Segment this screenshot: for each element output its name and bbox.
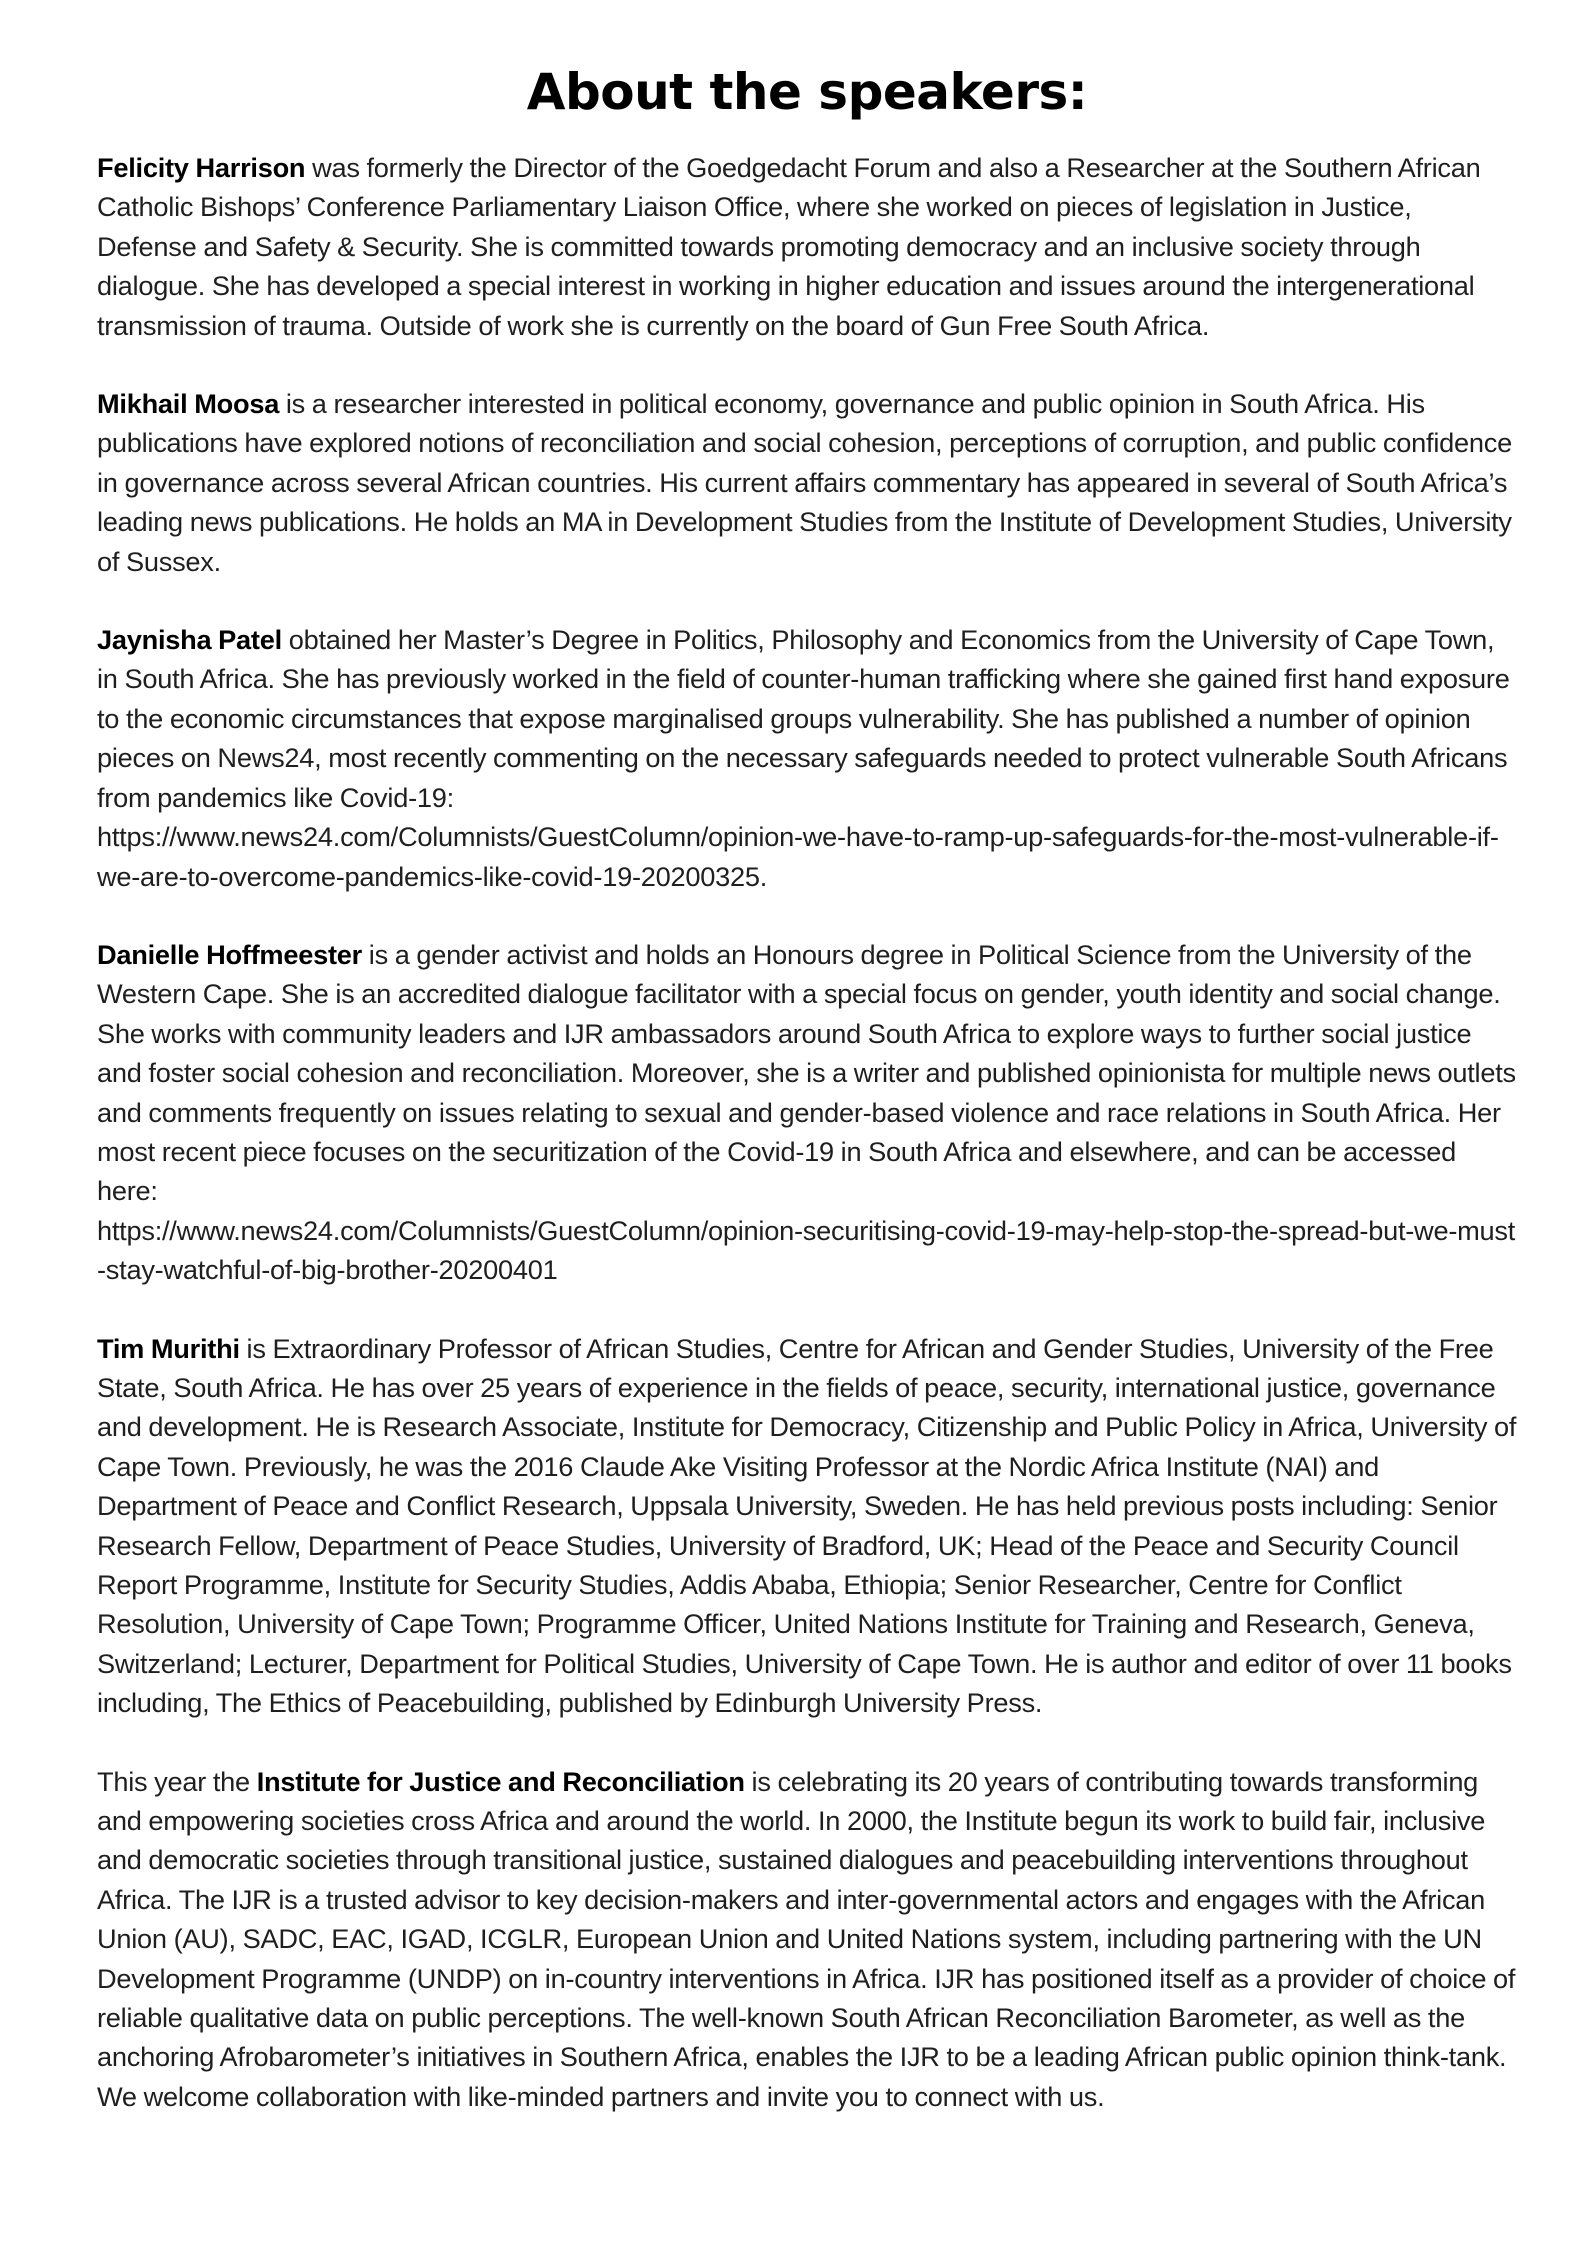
speaker-name: Tim Murithi — [97, 1332, 240, 1364]
speaker-bio-text: obtained her Master’s Degree in Politics, Philosophy and Economics from the University of Cape Town, in South Africa. She has previously worked in the field of counter-human trafficking where she gained first hand exposure to the economic circumstances that expose marginalised groups vulnerability. She has published a number of opinion pieces on News24, most recently commenting on the necessary safeguards needed to protect vulnerable South Africans from pandemics like Covid-19: — [97, 624, 1510, 813]
speaker-name: Felicity Harrison — [97, 152, 306, 183]
speaker-bio-danielle-hoffmeester — [97, 935, 1517, 1290]
speaker-bio-jaynisha-patel — [97, 620, 1517, 896]
speaker-name: Mikhail Moosa — [97, 388, 280, 420]
article-link[interactable]: https://www.news24.com/Columnists/GuestColumn/opinion-we-have-to-ramp-up-safeguards-for-the-most-vulnerable-if-we-are-to-overcome-pandemics-like-covid-19-20200325. — [97, 821, 1499, 892]
article-link[interactable]: https://www.news24.com/Columnists/GuestColumn/opinion-securitising-covid-19-may-help-stop-the-spread-but-we-must-stay-watchful-of-big-brother-20200401 — [97, 1214, 1516, 1286]
speaker-bio-felicity-harrison — [97, 148, 1517, 345]
speaker-bio-text: was formerly the Director of the Goedgedacht Forum and also a Researcher at the Southern African Catholic Bishops’ Conference Parliamentary Liaison Office, where she worked on pieces of legislation in Justice, Defense and Safety & Security. She is committed towards promoting democracy and an inclusive society through dialogue. She has developed a special interest in working in higher education and issues around the intergenerational transmission of trauma. Outside of work she is currently on the board of Gun Free South Africa. — [97, 152, 1481, 341]
speaker-bio-tim-murithi — [97, 1329, 1517, 1723]
speaker-bio-text: is Extraordinary Professor of African Studies, Centre for African and Gender Studies, University of the Free State, South Africa. He has over 25 years of experience in the fields of peace, security, international justice, governance and development. He is Research Associate, Institute for Democracy, Citizenship and Public Policy in Africa, University of Cape Town. Previously, he was the 2016 Claude Ake Visiting Professor at the Nordic Africa Institute (NAI) and Department of Peace and Conflict Research, Uppsala University, Sweden. He has held previous posts including: Senior Research Fellow, Department of Peace Studies, University of Bradford, UK; Head of the Peace and Security Council Report Programme, Institute for Security Studies, Addis Ababa, Ethiopia; Senior Researcher, Centre for Conflict Resolution, University of Cape Town; Programme Officer, United Nations Institute for Training and Research, Geneva, Switzerland; Lecturer, Department for Political Studies, University of Cape Town. He is author and editor of over 11 books including, The Ethics of Peacebuilding, published by Edinburgh University Press. — [97, 1332, 1517, 1719]
speaker-name: Jaynisha Patel — [97, 624, 282, 656]
closing-lead: This year the — [97, 1765, 257, 1797]
organization-name: Institute for Justice and Reconciliation — [256, 1765, 745, 1797]
speaker-bio-mikhail-moosa — [97, 384, 1517, 581]
closing-body: is celebrating its 20 years of contributing towards transforming and empowering societies cross Africa and around the world. In 2000, the Institute begun its work to build fair, inclusive and democratic societies through transitional justice, sustained dialogues and peacebuilding interventions throughout Africa. The IJR is a trusted advisor to key decision-makers and inter-governmental actors and engages with the African Union (AU), SADC, EAC, IGAD, ICGLR, European Union and United Nations system, including partnering with the UN Development Programme (UNDP) on in-country interventions in Africa. IJR has positioned itself as a provider of choice of reliable qualitative data on public perceptions. The well-known South African Reconciliation Barometer, as well as the anchoring Afrobarometer’s initiatives in Southern Africa, enables the IJR to be a leading African public opinion think-tank. We welcome collaboration with like-minded partners and invite you to connect with us. — [97, 1765, 1516, 2112]
speaker-bio-text: is a gender activist and holds an Honours degree in Political Science from the University of the Western Cape. She is an accredited dialogue facilitator with a special focus on gender, youth identity and social change. She works with community leaders and IJR ambassadors around South Africa to explore ways to further social justice and foster social cohesion and reconciliation. Moreover, she is a writer and published opinionista for multiple news outlets and comments frequently on issues relating to sexual and gender-based violence and race relations in South Africa. Her most recent piece focuses on the securitization of the Covid-19 in South Africa and elsewhere, and can be accessed here: — [97, 938, 1516, 1207]
speaker-name: Danielle Hoffmeester — [97, 938, 362, 970]
speaker-bio-text: is a researcher interested in political economy, governance and public opinion in South Africa. His publications have explored notions of reconciliation and social cohesion, perceptions of corruption, and public confidence in governance across several African countries. His current affairs commentary has appeared in several of South Africa’s leading news publications. He holds an MA in Development Studies from the Institute of Development Studies, University of Sussex. — [97, 388, 1512, 577]
document-page — [97, 50, 1517, 2155]
page-title: About the speakers: — [526, 63, 1088, 121]
ijr-description — [97, 1762, 1517, 2117]
